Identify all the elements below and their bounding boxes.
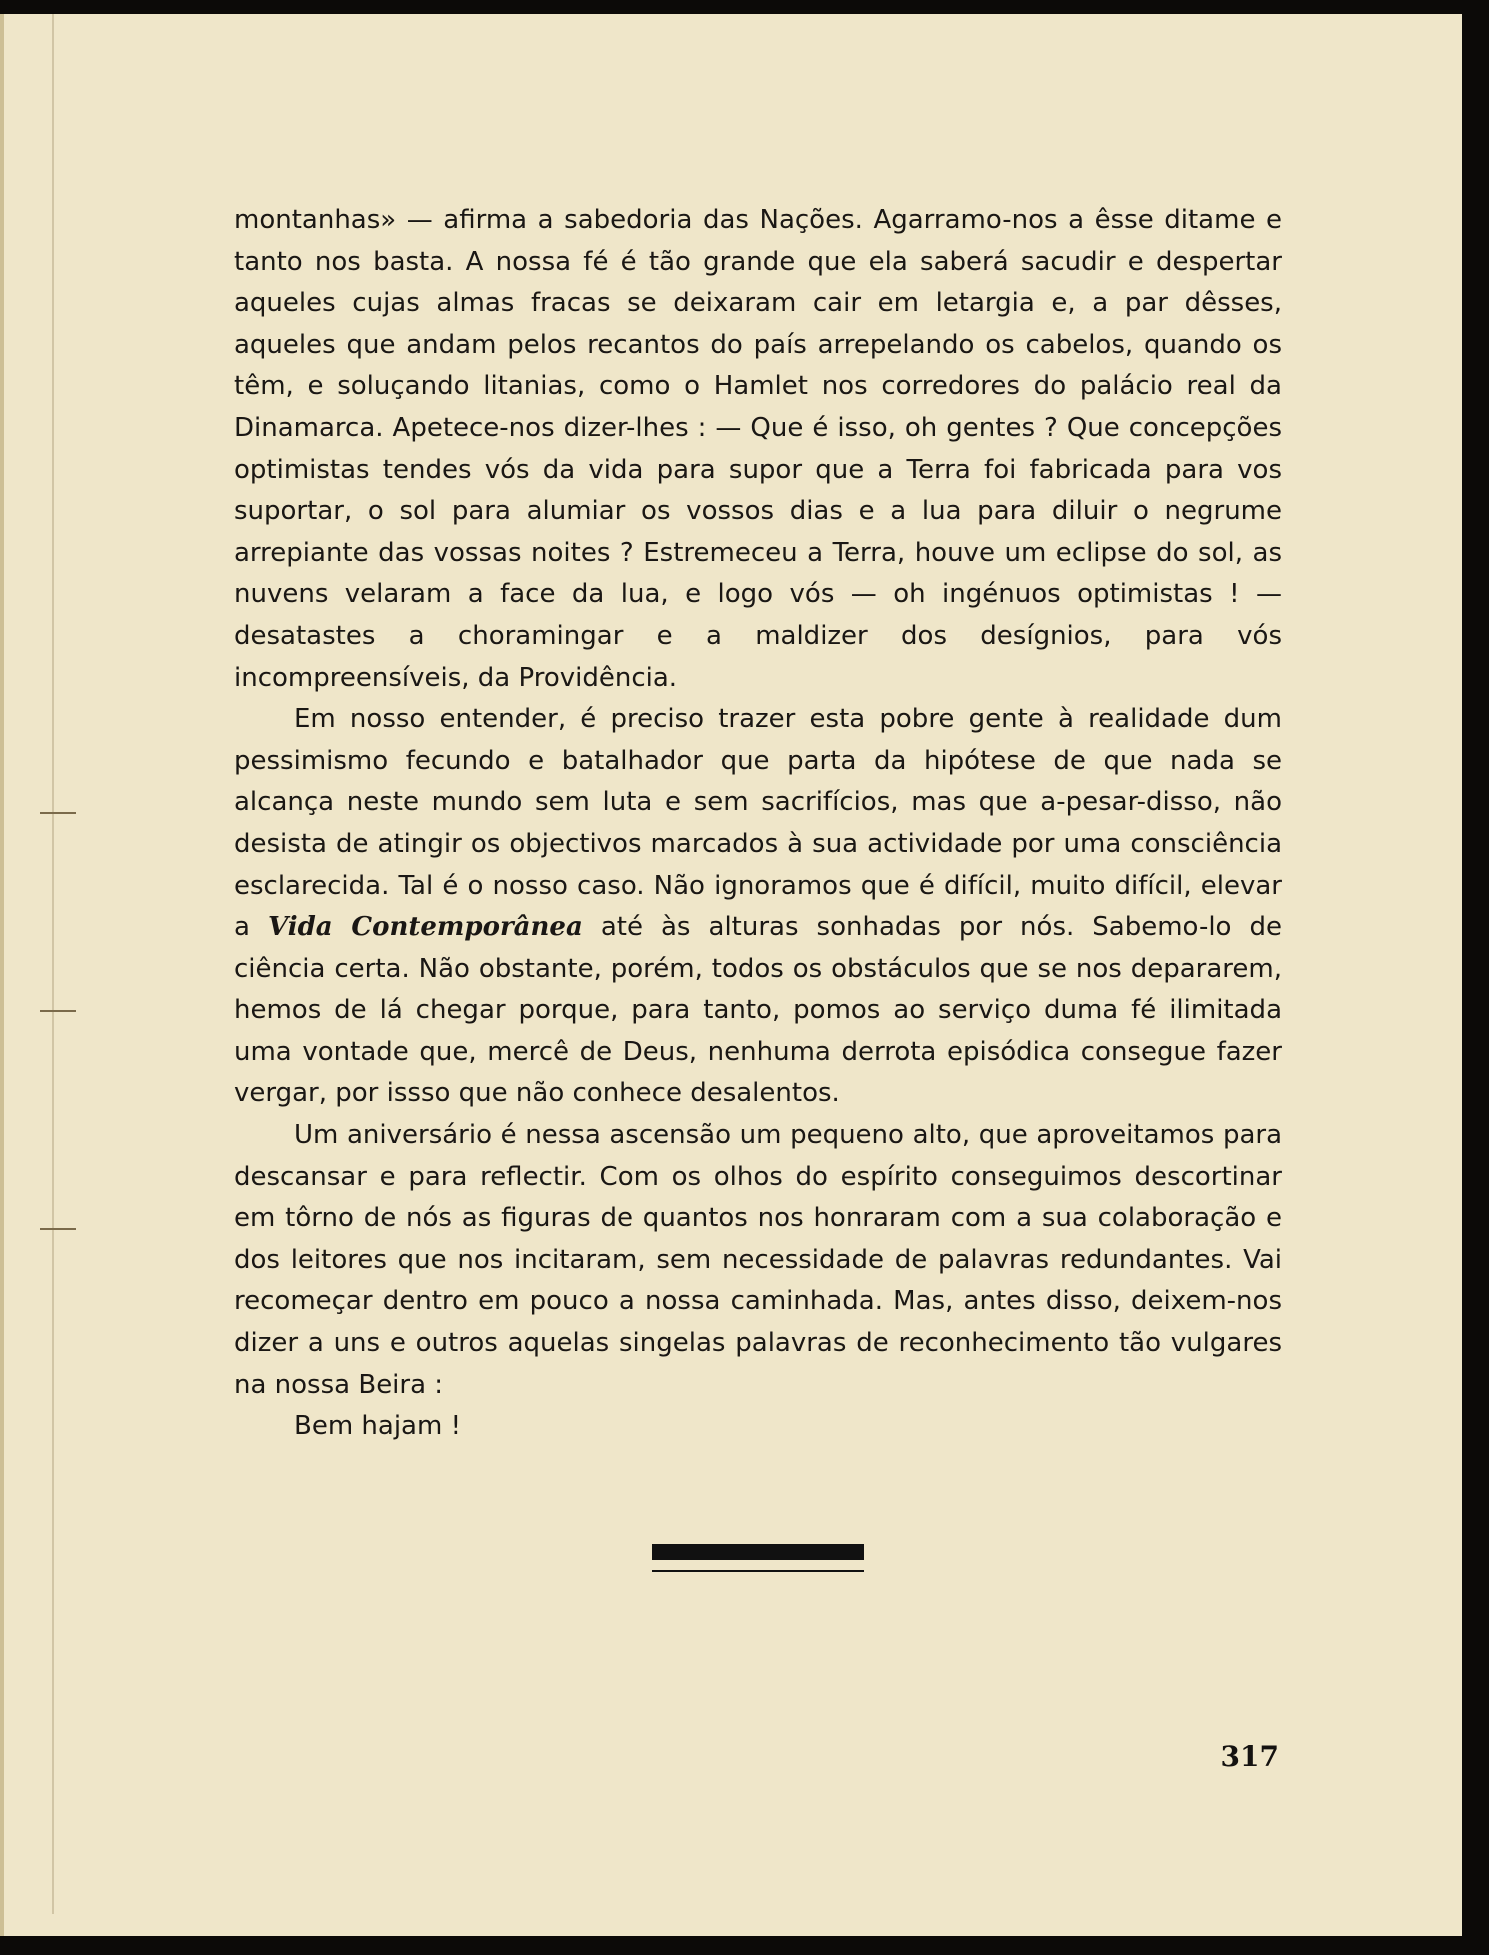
paragraph-2-start: Em nosso entender, é preciso trazer esta pobre gente à realidade dum pessimismo fecundo e batalhador que parta da hipótese de que nada se alcança neste mundo sem luta e sem sacrifícios, mas que a-pesar-disso, não desista de atingir os objectivos marcados à sua actividade por uma consciência esclarecida. Tal é o nosso caso. Não ignoramos que é difícil, muito difícil, elevar a <box>234 704 1282 943</box>
margin-tick-1 <box>40 812 76 814</box>
paragraph-2 <box>234 699 1282 1115</box>
book-page <box>0 14 1462 1936</box>
paragraph-3: Um aniversário é nessa ascensão um pequeno alto, que aproveitamos para descansar e para reflectir. Com os olhos do espírito conseguimos descortinar em tôrno de nós as figuras de quantos nos honraram com a sua colaboração e dos leitores que nos incitaram, sem necessidade de palavras redundantes. Vai recomeçar dentro em pouco a nossa caminhada. Mas, antes disso, deixem-nos dizer a uns e outros aquelas singelas palavras de reconhecimento tão vulgares na nossa Beira : <box>234 1120 1282 1400</box>
binding-edge <box>52 14 54 1914</box>
closing-line: Bem hajam ! <box>294 1411 462 1442</box>
body-text <box>234 200 1282 1448</box>
margin-tick-2 <box>40 1010 76 1012</box>
ornament-thick-rule <box>652 1544 864 1560</box>
ornament-thin-rule <box>652 1570 864 1572</box>
end-ornament <box>652 1544 864 1572</box>
paragraph-1: montanhas» — afirma a sabedoria das Nações. Agarramo-nos a êsse ditame e tanto nos basta. A nossa fé é tão grande que ela saberá sacudir e despertar aqueles cujas almas fracas se deixaram cair em letargia e, a par dêsses, aqueles que andam pelos recantos do país arrepelando os cabelos, quando os têm, e soluçando litanias, como o Hamlet nos corredores do palácio real da Dinamarca. Apetece-nos dizer-lhes : — Que é isso, oh gentes ? Que concepções optimistas tendes vós da vida para supor que a Terra foi fabricada para vos suportar, o sol para alumiar os vossos dias e a lua para diluir o negrume arrepiante das vossas noites ? Estremeceu a Terra, houve um eclipse do sol, as nuvens velaram a face da lua, e logo vós — oh ingénuos optimistas ! — desatastes a choramingar e a maldizer dos desígnios, para vós incompreensíveis, da Providência. <box>234 205 1282 693</box>
paragraph-2-end: até às alturas sonhadas por nós. Sabemo-lo de ciência certa. Não obstante, porém, todos os obstáculos que se nos depararem, hemos de lá chegar porque, para tanto, pomos ao serviço duma fé ilimitada uma vontade que, mercê de Deus, nenhuma derrota episódica consegue fazer vergar, por issso que não conhece desalentos. <box>234 912 1283 1109</box>
margin-tick-3 <box>40 1228 76 1230</box>
page-number: 317 <box>1220 1740 1279 1773</box>
magazine-title: Vida Contemporânea <box>267 912 583 943</box>
